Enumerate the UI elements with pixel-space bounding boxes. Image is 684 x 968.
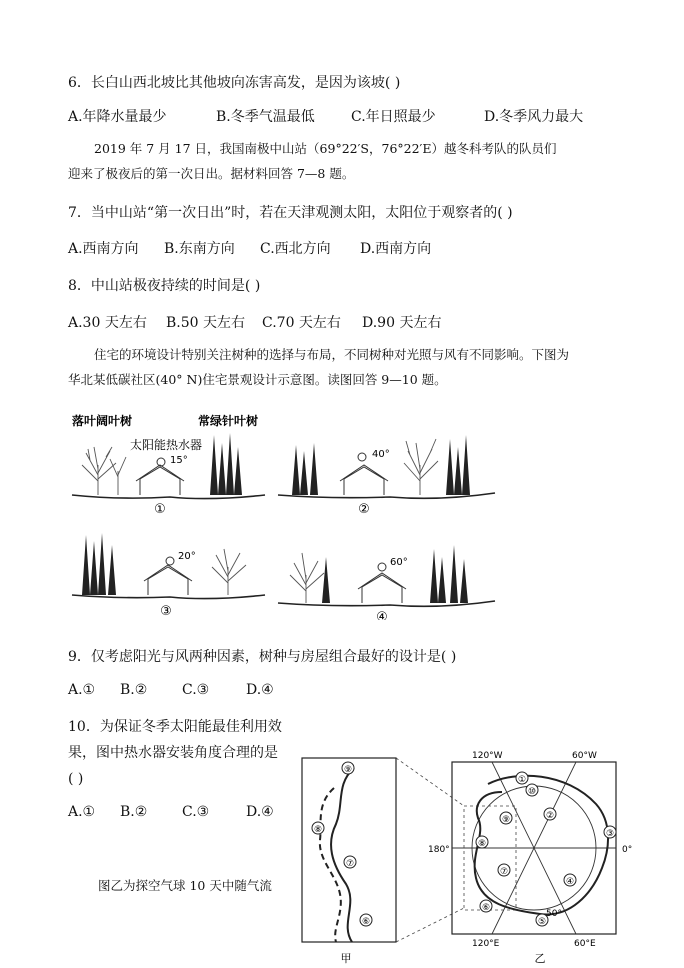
option-a: A.① [68, 804, 96, 820]
marker-9: ⑨ [343, 765, 353, 775]
option-c: C.③ [182, 804, 210, 820]
question-7-stem: 7．当中山站“第一次日出”时，若在天津观测太阳，太阳位于观察者的( ) [68, 205, 513, 221]
question-10-line-1: 10．为保证冬季太阳能最佳利用效 [68, 719, 282, 735]
marker-6-yi: ⑥ [481, 903, 491, 913]
evergreen-tree-icon [292, 443, 318, 495]
angle-label-3: 20° [178, 551, 196, 562]
lon-60e: 60°E [574, 939, 596, 949]
deciduous-tree-icon [212, 549, 246, 595]
deciduous-tree-icon [290, 553, 324, 603]
panel-yi-label: 乙 [534, 952, 546, 965]
option-c: C.70 天左右 [262, 315, 341, 331]
question-10-stem [68, 714, 288, 792]
option-d: D.西南方向 [360, 241, 432, 257]
question-9-stem: 9．仅考虑阳光与风两种因素，树种与房屋组合最好的设计是( ) [68, 649, 457, 665]
panel-number-2: ② [358, 502, 370, 517]
landscape-design-figure-right [270, 415, 500, 620]
option-d: D.④ [246, 804, 274, 820]
dashed-trajectory [320, 788, 341, 942]
lon-120w: 120°W [472, 751, 503, 761]
marker-4: ④ [565, 877, 575, 887]
panel-number-1: ① [154, 502, 166, 517]
deciduous-tree-icon [82, 447, 126, 495]
question-10-line-2: 果，图中热水器安装角度合理的是 [68, 745, 278, 761]
question-9-options [68, 682, 274, 698]
evergreen-tree-icon [446, 435, 470, 495]
panel-jia-label: 甲 [340, 952, 352, 965]
question-7-options [68, 238, 431, 258]
lon-0: 0° [622, 845, 633, 855]
question-10-line-3: ( ) [68, 771, 84, 787]
solar-heater-icon [157, 458, 165, 466]
question-8-options [68, 312, 441, 332]
marker-8-yi: ⑧ [477, 839, 487, 849]
angle-label-4: 60° [390, 557, 408, 568]
option-a: A.年降水量最少 [68, 109, 167, 125]
solar-heater-icon [166, 557, 174, 565]
material-2-line-2: 华北某低碳社区(40° N)住宅景观设计示意图。读图回答 9—10 题。 [68, 372, 447, 387]
material-1-line-2: 迎来了极夜后的第一次日出。据材料回答 7—8 题。 [68, 166, 355, 181]
lon-60w: 60°W [572, 751, 597, 761]
closed-trajectory [475, 776, 608, 915]
option-b: B.50 天左右 [166, 315, 246, 331]
option-b: B.东南方向 [164, 241, 235, 257]
option-b: B.② [120, 682, 148, 698]
panel-number-3: ③ [160, 604, 172, 619]
option-a: A.西南方向 [68, 241, 139, 257]
option-a: A.30 天左右 [68, 315, 147, 331]
marker-3: ③ [605, 829, 615, 839]
option-d: D.冬季风力最大 [484, 109, 584, 125]
evergreen-tree-icon [82, 533, 116, 595]
material-paragraph-1 [68, 136, 628, 186]
panel-4 [278, 545, 495, 620]
material-paragraph-2 [68, 342, 628, 392]
evergreen-tree-label: 常绿针叶树 [198, 414, 259, 428]
house-icon [136, 465, 184, 495]
marker-8: ⑧ [313, 825, 323, 835]
evergreen-tree-icon [322, 557, 330, 603]
panel-number-4: ④ [376, 610, 388, 620]
question-6-stem: 6．长白山西北坡比其他坡向冻害高发，是因为该坡( ) [68, 75, 401, 91]
panel-3 [72, 533, 265, 619]
option-c: C.西北方向 [260, 241, 331, 257]
option-b: B.② [120, 804, 148, 820]
evergreen-tree-icon [210, 433, 242, 495]
angle-label-1: 15° [170, 455, 188, 466]
figure-caption: 图乙为探空气球 10 天中随气流 [98, 878, 272, 893]
lon-180: 180° [428, 845, 450, 855]
house-icon [144, 565, 192, 595]
marker-6: ⑥ [361, 917, 371, 927]
deciduous-tree-label: 落叶阔叶树 [72, 414, 133, 428]
material-1-line-1: 2019 年 7 月 17 日，我国南极中山站（69°22′S，76°22′E）越冬科考队的队员们 [94, 141, 557, 156]
evergreen-tree-icon [430, 545, 468, 603]
angle-label-2: 40° [372, 449, 390, 460]
house-icon [340, 465, 388, 495]
question-10-options [68, 804, 274, 820]
marker-10: ⑩ [527, 787, 537, 797]
option-d: D.90 天左右 [362, 315, 442, 331]
marker-7: ⑦ [345, 859, 355, 869]
marker-7-yi: ⑦ [499, 867, 509, 877]
marker-2: ② [545, 811, 555, 821]
option-c: C.年日照最少 [351, 109, 436, 125]
balloon-trajectory-figure [296, 744, 636, 966]
solid-trajectory [331, 768, 354, 942]
solar-heater-icon [358, 453, 366, 461]
lat-50: 50° [546, 909, 562, 919]
lon-120e: 120°E [472, 939, 500, 949]
panel-2 [278, 435, 495, 517]
marker-9-yi: ⑨ [501, 815, 511, 825]
option-d: D.④ [246, 682, 274, 698]
question-8-stem: 8．中山站极夜持续的时间是( ) [68, 278, 261, 294]
solar-heater-label: 太阳能热水器 [130, 438, 203, 452]
house-icon [358, 573, 406, 603]
material-2-line-1: 住宅的环境设计特别关注树种的选择与布局，不同树种对光照与风有不同影响。下图为 [94, 347, 570, 362]
deciduous-tree-icon [404, 439, 438, 495]
option-c: C.③ [182, 682, 210, 698]
option-b: B.冬季气温最低 [216, 109, 315, 125]
marker-5: ⑤ [537, 917, 547, 927]
option-a: A.① [68, 682, 96, 698]
question-6-options [68, 106, 583, 126]
marker-1: ① [517, 775, 527, 785]
solar-heater-icon [378, 563, 386, 571]
